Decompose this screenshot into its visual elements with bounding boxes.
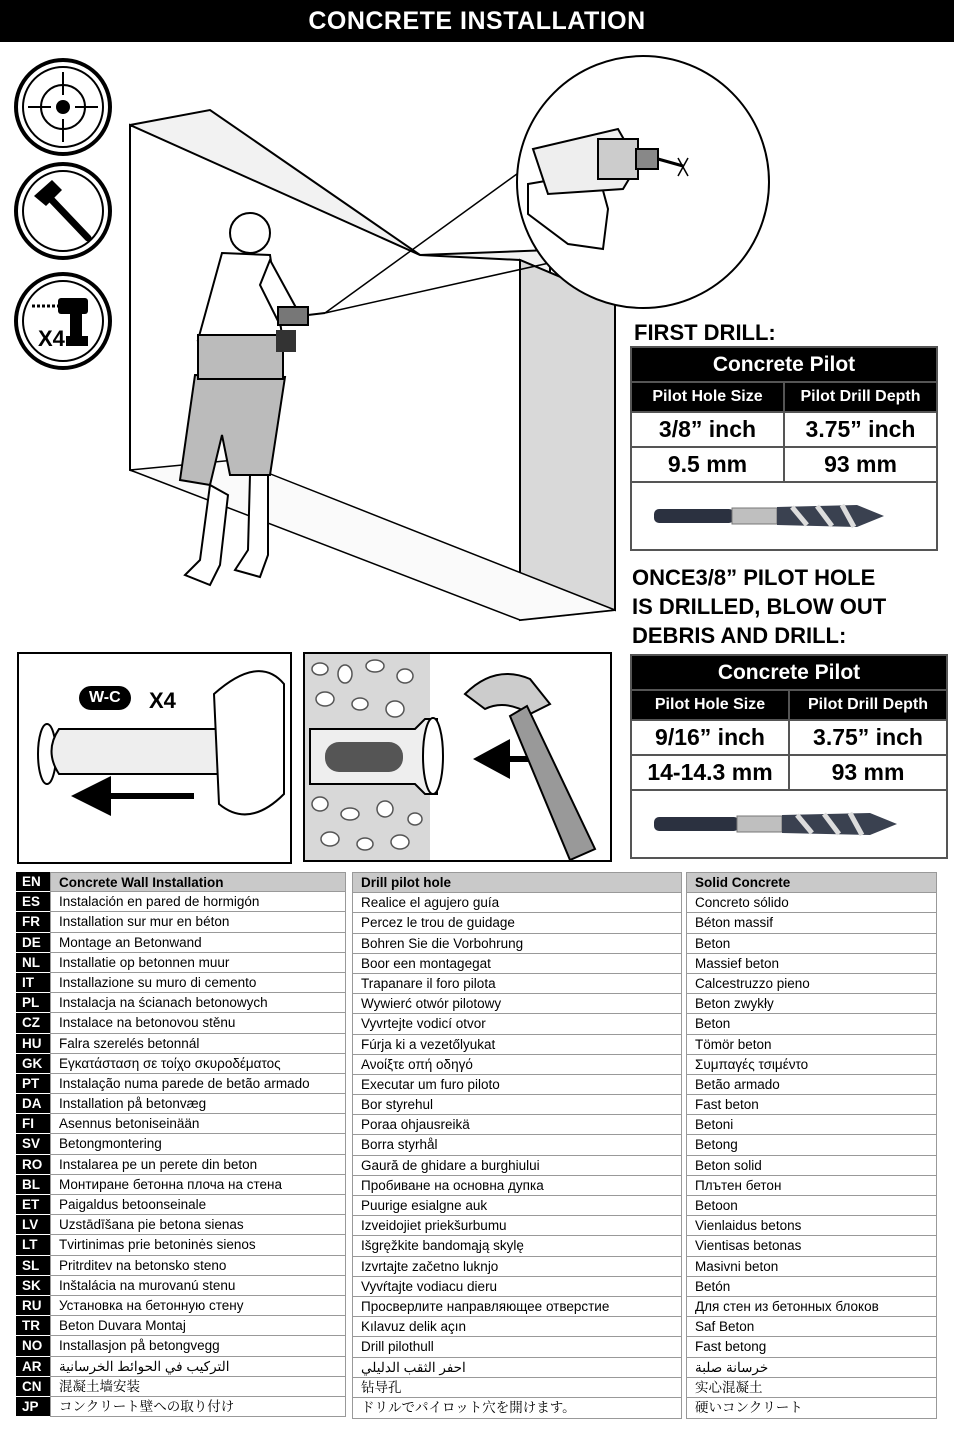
language-code: PT (16, 1074, 50, 1094)
solid-concrete-label: Solid Concrete (687, 873, 936, 893)
first-drill-heading: FIRST DRILL: (634, 320, 776, 345)
installation-label: Concrete Wall Installation (50, 872, 346, 892)
drill-pilot-label: Gaură de ghidare a burghiului (353, 1156, 681, 1176)
installation-label: Монтиране бетонна плоча на стена (50, 1175, 346, 1195)
language-table-solid-concrete (686, 872, 937, 1419)
drill-pilot-label: 钻导孔 (353, 1378, 681, 1398)
solid-concrete-label: Betón (687, 1277, 936, 1297)
hole-size-inch: 9/16” inch (655, 724, 765, 750)
drill-pilot-label: Wywierć otwór pilotowy (353, 994, 681, 1014)
installation-label: Εγκατάσταση σε τοίχο σκυροδέματος (50, 1054, 346, 1074)
hole-size-inch: 3/8” inch (658, 416, 757, 442)
installation-label: Instalace na betonovou stěnu (50, 1013, 346, 1033)
drill-pilot-label: Drill pilot hole (353, 873, 681, 893)
language-row (16, 1114, 346, 1134)
solid-concrete-label: Vientisas betonas (687, 1236, 936, 1256)
installation-label: التركيب في الحوائط الخرسانية (50, 1357, 346, 1377)
language-row (16, 993, 346, 1013)
pilot-hole-size-header: Pilot Hole Size (632, 691, 788, 719)
installation-label: Asennus betoniseinään (50, 1114, 346, 1134)
drill-depth-mm: 93 mm (788, 756, 946, 789)
drill-pilot-label: Izvrtajte začetno luknjo (353, 1257, 681, 1277)
drill-pilot-label: Izveidojiet priekšurbumu (353, 1216, 681, 1236)
language-code: TR (16, 1316, 50, 1336)
solid-concrete-label: 实心混凝土 (687, 1378, 936, 1398)
drill-pilot-label: Išgręžkite bandomąją skylę (353, 1236, 681, 1256)
hole-size-mm: 14-14.3 mm (647, 759, 773, 785)
installation-label: Montage an Betonwand (50, 933, 346, 953)
drill-bit-icon (632, 791, 942, 857)
language-row (16, 1155, 346, 1175)
second-drill-spec-table (630, 654, 948, 859)
installation-label: Installatie op betonnen muur (50, 953, 346, 973)
language-code: PL (16, 993, 50, 1013)
second-drill-heading-line: DEBRIS AND DRILL: (632, 623, 847, 648)
language-row (16, 1094, 346, 1114)
drill-bit-image (632, 789, 946, 857)
anchor-insert-illustration (19, 654, 290, 862)
language-code: DA (16, 1094, 50, 1114)
language-row (16, 872, 346, 892)
pilot-drill-depth-header: Pilot Drill Depth (783, 383, 936, 411)
language-row (16, 1054, 346, 1074)
second-drill-heading (632, 563, 886, 650)
drill-icon (14, 272, 112, 370)
drill-pilot-label: Vyvrtejte vodicí otvor (353, 1014, 681, 1034)
drill-quantity-label: X4 (38, 326, 65, 351)
drill-pilot-label: Borra styrhål (353, 1135, 681, 1155)
language-code: RO (16, 1155, 50, 1175)
installation-label: Instalación en pared de hormigón (50, 892, 346, 912)
solid-concrete-label: Fast beton (687, 1095, 936, 1115)
solid-concrete-label: Beton zwykły (687, 994, 936, 1014)
drill-pilot-label: ドリルでパイロット穴を開けます。 (361, 1399, 576, 1415)
language-row (16, 1175, 346, 1195)
installation-label: Installation sur mur en béton (50, 912, 346, 932)
language-code: SK (16, 1276, 50, 1296)
language-row (16, 1276, 346, 1296)
language-row (16, 1316, 346, 1336)
second-drill-heading-line: IS DRILLED, BLOW OUT (632, 594, 887, 619)
drill-bit-icon (632, 483, 932, 549)
installation-label: Inštalácia na murovanú stenu (50, 1276, 346, 1296)
installation-label: Tvirtinimas prie betoninės sienos (50, 1235, 346, 1255)
language-code: IT (16, 973, 50, 993)
drill-pilot-label: احفر الثقب الدليلي (353, 1358, 681, 1378)
spec-title: Concrete Pilot (632, 348, 936, 381)
solid-concrete-label: Συμπαγές τσιμέντο (687, 1055, 936, 1075)
solid-concrete-label: خرسانة صلبة (687, 1358, 936, 1378)
language-row (16, 1034, 346, 1054)
solid-concrete-label: Concreto sólido (687, 893, 936, 913)
pilot-drill-depth-header: Pilot Drill Depth (788, 691, 946, 719)
language-row (16, 1134, 346, 1154)
solid-concrete-label: Beton (687, 1014, 936, 1034)
language-code: FR (16, 912, 50, 932)
language-row (16, 1336, 346, 1356)
language-row (16, 912, 346, 932)
language-code: LV (16, 1215, 50, 1235)
solid-concrete-label: Betoni (687, 1115, 936, 1135)
installation-label: Uzstādīšana pie betona sienas (50, 1215, 346, 1235)
installation-label: Falra szerelés betonnál (50, 1034, 346, 1054)
installation-label: Instalação numa parede de betão armado (50, 1074, 346, 1094)
solid-concrete-label: Calcestruzzo pieno (687, 974, 936, 994)
language-code: BL (16, 1175, 50, 1195)
installation-label: Installazione su muro di cemento (50, 973, 346, 993)
drill-pilot-label: Пробиване на основна дупка (353, 1176, 681, 1196)
language-code: AR (16, 1357, 50, 1377)
hammer-concrete-illustration (305, 654, 610, 860)
drill-pilot-label: Puurige esialgne auk (353, 1196, 681, 1216)
installation-label: Instalacja na ścianach betonowych (50, 993, 346, 1013)
solid-concrete-label: Masivni beton (687, 1257, 936, 1277)
language-code: NO (16, 1336, 50, 1356)
installation-label: Beton Duvara Montaj (50, 1316, 346, 1336)
drill-pilot-label: Boor een montagegat (353, 954, 681, 974)
language-row (16, 1195, 346, 1215)
solid-concrete-label: Beton (687, 934, 936, 954)
drill-pilot-label: Vyvŕtajte vodiacu dieru (353, 1277, 681, 1297)
language-code: CN (16, 1377, 50, 1397)
solid-concrete-label: Saf Beton (687, 1317, 936, 1337)
solid-concrete-label: Vienlaidus betons (687, 1216, 936, 1236)
drill-pilot-label: Percez le trou de guidage (353, 913, 681, 933)
language-row (16, 1074, 346, 1094)
installation-label: コンクリート壁への取り付け (50, 1397, 346, 1417)
drill-pilot-label: Bohren Sie die Vorbohrung (353, 934, 681, 954)
first-drill-spec-table (630, 346, 938, 551)
drill-depth-inch: 3.75” inch (783, 413, 936, 446)
language-code: JP (16, 1397, 50, 1417)
solid-concrete-label: Tömör beton (687, 1035, 936, 1055)
solid-concrete-label: Плътен бетон (687, 1176, 936, 1196)
language-table-drill-pilot (352, 872, 682, 1419)
solid-concrete-label: Fast betong (687, 1337, 936, 1357)
language-row (16, 1256, 346, 1276)
drill-pilot-label: Realice el agujero guía (353, 893, 681, 913)
hammer-anchor-panel (303, 652, 612, 862)
language-row (16, 1397, 346, 1417)
installation-label: Instalarea pe un perete din beton (50, 1155, 346, 1175)
installation-label: Betongmontering (50, 1134, 346, 1154)
drill-pilot-label: Bor styrehul (353, 1095, 681, 1115)
installation-label: Installasjon på betongvegg (50, 1336, 346, 1356)
solid-concrete-label: Betão armado (687, 1075, 936, 1095)
drill-depth-mm: 93 mm (783, 448, 936, 481)
language-row (16, 1235, 346, 1255)
installation-label: Установка на бетонную стену (50, 1296, 346, 1316)
drill-pilot-label: Poraa ohjausreikä (353, 1115, 681, 1135)
language-row (16, 1013, 346, 1033)
second-drill-heading-line: ONCE3/8” PILOT HOLE (632, 565, 876, 590)
wall-anchor-badge: W-C (79, 686, 131, 710)
language-row (16, 892, 346, 912)
language-code: NL (16, 953, 50, 973)
page-header: CONCRETE INSTALLATION (0, 0, 954, 42)
drill-bit-image (632, 481, 936, 549)
drill-pilot-label: Trapanare il foro pilota (353, 974, 681, 994)
solid-concrete-label: Betoon (687, 1196, 936, 1216)
solid-concrete-label: Betong (687, 1135, 936, 1155)
drill-pilot-label: Drill pilothull (353, 1337, 681, 1357)
language-code: EN (16, 872, 50, 892)
solid-concrete-label: 硬いコンクリート (695, 1399, 803, 1415)
pilot-hole-size-header: Pilot Hole Size (632, 383, 783, 411)
hammer-icon (14, 162, 112, 260)
drill-pilot-label: Ανοίξτε οπή οδηγό (353, 1055, 681, 1075)
language-code: FI (16, 1114, 50, 1134)
language-row (16, 933, 346, 953)
language-code: CZ (16, 1013, 50, 1033)
target-icon (14, 58, 112, 156)
installation-label: 混凝土墙安装 (50, 1377, 346, 1397)
language-code: RU (16, 1296, 50, 1316)
drill-depth-inch: 3.75” inch (788, 721, 946, 754)
language-row (16, 973, 346, 993)
drill-pilot-label: Просверлите направляющее отверстие (353, 1297, 681, 1317)
language-code: SV (16, 1134, 50, 1154)
language-code: SL (16, 1256, 50, 1276)
language-code: DE (16, 933, 50, 953)
drill-pilot-label: Executar um furo piloto (353, 1075, 681, 1095)
anchor-quantity-label: X4 (149, 688, 176, 713)
language-code: GK (16, 1054, 50, 1074)
language-row (16, 1357, 346, 1377)
language-code: LT (16, 1235, 50, 1255)
language-row (16, 1296, 346, 1316)
language-code: ET (16, 1195, 50, 1215)
language-row (16, 1215, 346, 1235)
installation-label: Installation på betonvæg (50, 1094, 346, 1114)
language-row (16, 1377, 346, 1397)
solid-concrete-label: Для стен из бетонных блоков (687, 1297, 936, 1317)
anchor-insert-panel (17, 652, 292, 864)
language-code: HU (16, 1034, 50, 1054)
hole-size-mm: 9.5 mm (667, 451, 748, 477)
drill-closeup-illustration (508, 54, 778, 314)
installation-label: Paigaldus betoonseinale (50, 1195, 346, 1215)
language-row (16, 953, 346, 973)
installation-label: Pritrditev na betonsko steno (50, 1256, 346, 1276)
language-table-installation (16, 872, 346, 1417)
solid-concrete-label: Béton massif (687, 913, 936, 933)
language-code: ES (16, 892, 50, 912)
drill-pilot-label: Fúrja ki a vezetőlyukat (353, 1035, 681, 1055)
solid-concrete-label: Massief beton (687, 954, 936, 974)
drill-pilot-label: Kılavuz delik açın (353, 1317, 681, 1337)
solid-concrete-label: Beton solid (687, 1156, 936, 1176)
spec-title: Concrete Pilot (632, 656, 946, 689)
